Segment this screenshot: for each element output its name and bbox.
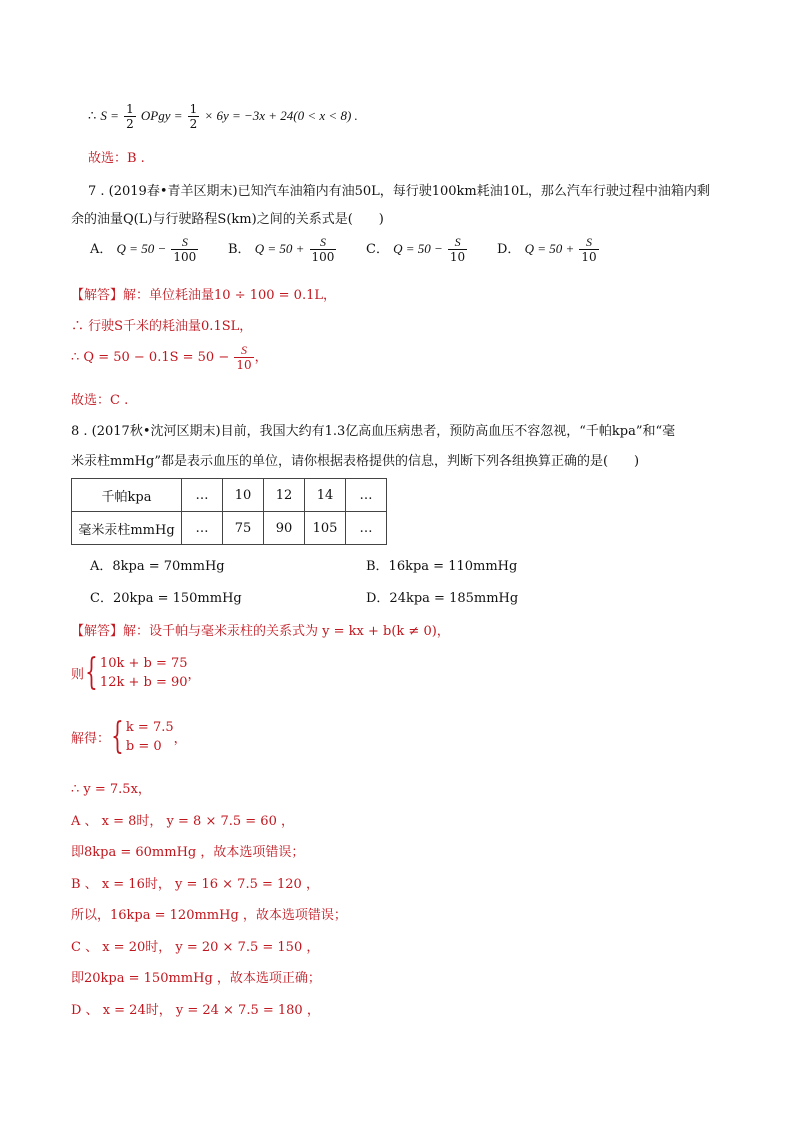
- solution-7-line-3: ∴ Q = 50 − 0.1S = 50 − $\frac{S}{10}$ ，: [71, 343, 268, 372]
- question-7-option-a: A． Q = 50 − $\frac{S}{100}$: [90, 235, 197, 264]
- fraction-half: $\frac{1}{2}$: [126, 102, 134, 131]
- question-7-line-1: 7 . (2019春•青羊区期末)已知汽车油箱内有油50L，每行驶100km耗油10L，那么汽车行驶过程中油箱内剩: [88, 184, 710, 199]
- formula-part: OPgy =: [140, 108, 183, 123]
- question-7-option-c: C． Q = 50 − $\frac{S}{10}$: [366, 235, 466, 264]
- table-cell: 12: [264, 479, 305, 512]
- solution-8-line-6: 即8kpa = 60mmHg ，故本选项错误；: [71, 845, 305, 860]
- table-row: [72, 512, 387, 545]
- solution-8-solved-system: 解得：{ k = 7.5 b = 0 ，: [71, 716, 187, 757]
- question-8-line-2: 米汞柱mmHg”都是表示血压的单位，请你根据表格提供的信息，判断下列各组换算正确的是( ): [71, 454, 640, 469]
- solution-8-line-11: D 、 x = 24时， y = 24 × 7.5 = 180 ，: [71, 1003, 320, 1018]
- solution-heading: 【解答】: [71, 288, 124, 303]
- table-cell: 14: [305, 479, 346, 512]
- table-cell: 105: [305, 512, 346, 545]
- question-7-option-b: B． Q = 50 + $\frac{S}{100}$: [228, 235, 335, 264]
- solution-8-line-4: ∴ y = 7.5x，: [71, 782, 151, 797]
- question-8-option-d: D．24kpa = 185mmHg: [366, 591, 519, 606]
- table-cell: …: [346, 512, 387, 545]
- solution-8-equation-system: 则{ 10k + b = 75 12k + b = 90 ，: [71, 652, 201, 693]
- left-brace-icon: {: [111, 716, 124, 757]
- formula-part: S =: [100, 108, 119, 123]
- table-cell: …: [182, 512, 223, 545]
- solution-formula-line: [88, 103, 358, 130]
- table-cell: 毫米汞柱mmHg: [72, 512, 182, 545]
- solution-8-line-8: 所以，16kpa = 120mmHg ，故本选项错误；: [71, 908, 347, 923]
- therefore-symbol: ∴: [88, 109, 97, 124]
- table-cell: …: [182, 479, 223, 512]
- solution-heading: 【解答】: [71, 624, 124, 639]
- formula-part: × 6y = −3x + 24(0 < x < 8) .: [204, 108, 358, 123]
- answer-choice-text: 故选：B .: [88, 151, 145, 166]
- table-cell: 90: [264, 512, 305, 545]
- question-7-line-2: 余的油量Q(L)与行驶路程S(km)之间的关系式是( ): [71, 212, 384, 227]
- solution-7-line-2: ∴ 行驶S千米的耗油量0.1SL，: [71, 319, 253, 334]
- question-8-line-1: 8 . (2017秋•沈河区期末)目前，我国大约有1.3亿高血压病患者，预防高血压不容忽视，“千帕kpa”和“毫: [71, 424, 676, 439]
- conversion-table: [71, 478, 387, 545]
- table-cell: …: [346, 479, 387, 512]
- solution-8-line-5: A 、 x = 8时， y = 8 × 7.5 = 60 ，: [71, 814, 294, 829]
- left-brace-icon: {: [85, 652, 98, 693]
- solution-8-line-10: 即20kpa = 150mmHg ，故本选项正确；: [71, 971, 321, 986]
- table-cell: 75: [223, 512, 264, 545]
- fraction-half: $\frac{1}{2}$: [189, 102, 198, 131]
- table-row: [72, 479, 387, 512]
- solution-7-line-1: 【解答】解：单位耗油量10 ÷ 100 = 0.1L，: [71, 288, 336, 303]
- table-cell: 10: [223, 479, 264, 512]
- question-8-option-a: A．8kpa = 70mmHg: [90, 559, 225, 574]
- solution-8-line-1: 【解答】解：设千帕与毫米汞柱的关系式为 y = kx + b(k ≠ 0)，: [71, 624, 450, 639]
- table-cell: 千帕kpa: [72, 479, 182, 512]
- question-8-option-c: C．20kpa = 150mmHg: [90, 591, 242, 606]
- solution-8-line-9: C 、 x = 20时， y = 20 × 7.5 = 150 ，: [71, 940, 320, 955]
- solution-8-line-7: B 、 x = 16时， y = 16 × 7.5 = 120 ，: [71, 877, 319, 892]
- question-8-option-b: B．16kpa = 110mmHg: [366, 559, 518, 574]
- solution-7-answer: 故选：C .: [71, 393, 129, 408]
- question-7-option-d: D． Q = 50 + $\frac{S}{10}$: [497, 235, 597, 264]
